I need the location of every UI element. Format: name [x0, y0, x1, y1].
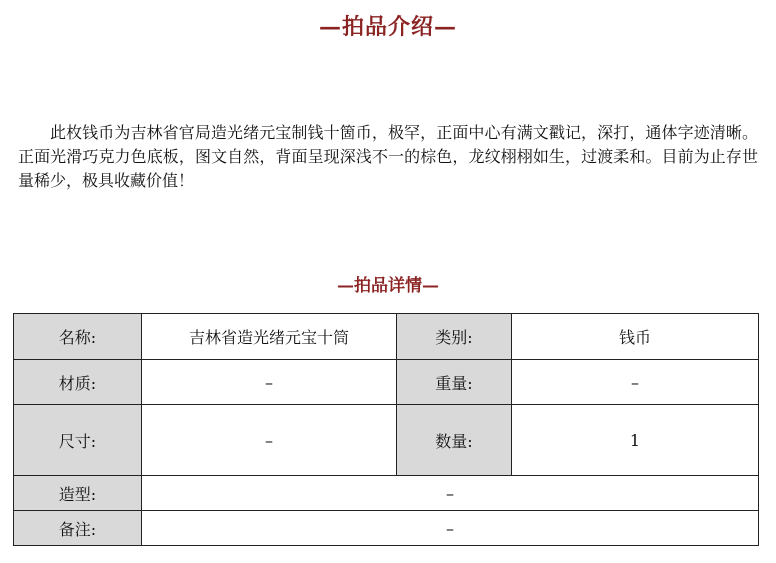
material-label: 材质: — [14, 360, 142, 405]
material-value: – — [142, 360, 397, 405]
quantity-value: 1 — [512, 405, 759, 476]
page-title: —拍品介绍— — [318, 14, 457, 40]
details-section-title: —拍品详情— — [337, 276, 439, 296]
table-row — [14, 405, 759, 476]
notes-value: – — [142, 511, 759, 546]
table-row — [14, 476, 759, 511]
category-label: 类别: — [397, 314, 512, 360]
name-label: 名称: — [14, 314, 142, 360]
size-value: – — [142, 405, 397, 476]
shape-label: 造型: — [14, 476, 142, 511]
details-table — [13, 313, 759, 546]
name-value: 吉林省造光绪元宝十筒 — [142, 314, 397, 360]
weight-value: – — [512, 360, 759, 405]
table-row — [14, 314, 759, 360]
table-row — [14, 511, 759, 546]
item-description: 此枚钱币为吉林省官局造光绪元宝制钱十箇币，极罕，正面中心有满文戳记，深打，通体字迹清晰。正面光滑巧克力色底板，图文自然，背面呈现深浅不一的棕色，龙纹栩栩如生，过渡柔和。目前为止存世量稀少，极具收藏价值！ — [18, 123, 758, 190]
weight-label: 重量: — [397, 360, 512, 405]
size-label: 尺寸: — [14, 405, 142, 476]
table-row — [14, 360, 759, 405]
quantity-label: 数量: — [397, 405, 512, 476]
shape-value: – — [142, 476, 759, 511]
notes-label: 备注: — [14, 511, 142, 546]
category-value: 钱币 — [512, 314, 759, 360]
